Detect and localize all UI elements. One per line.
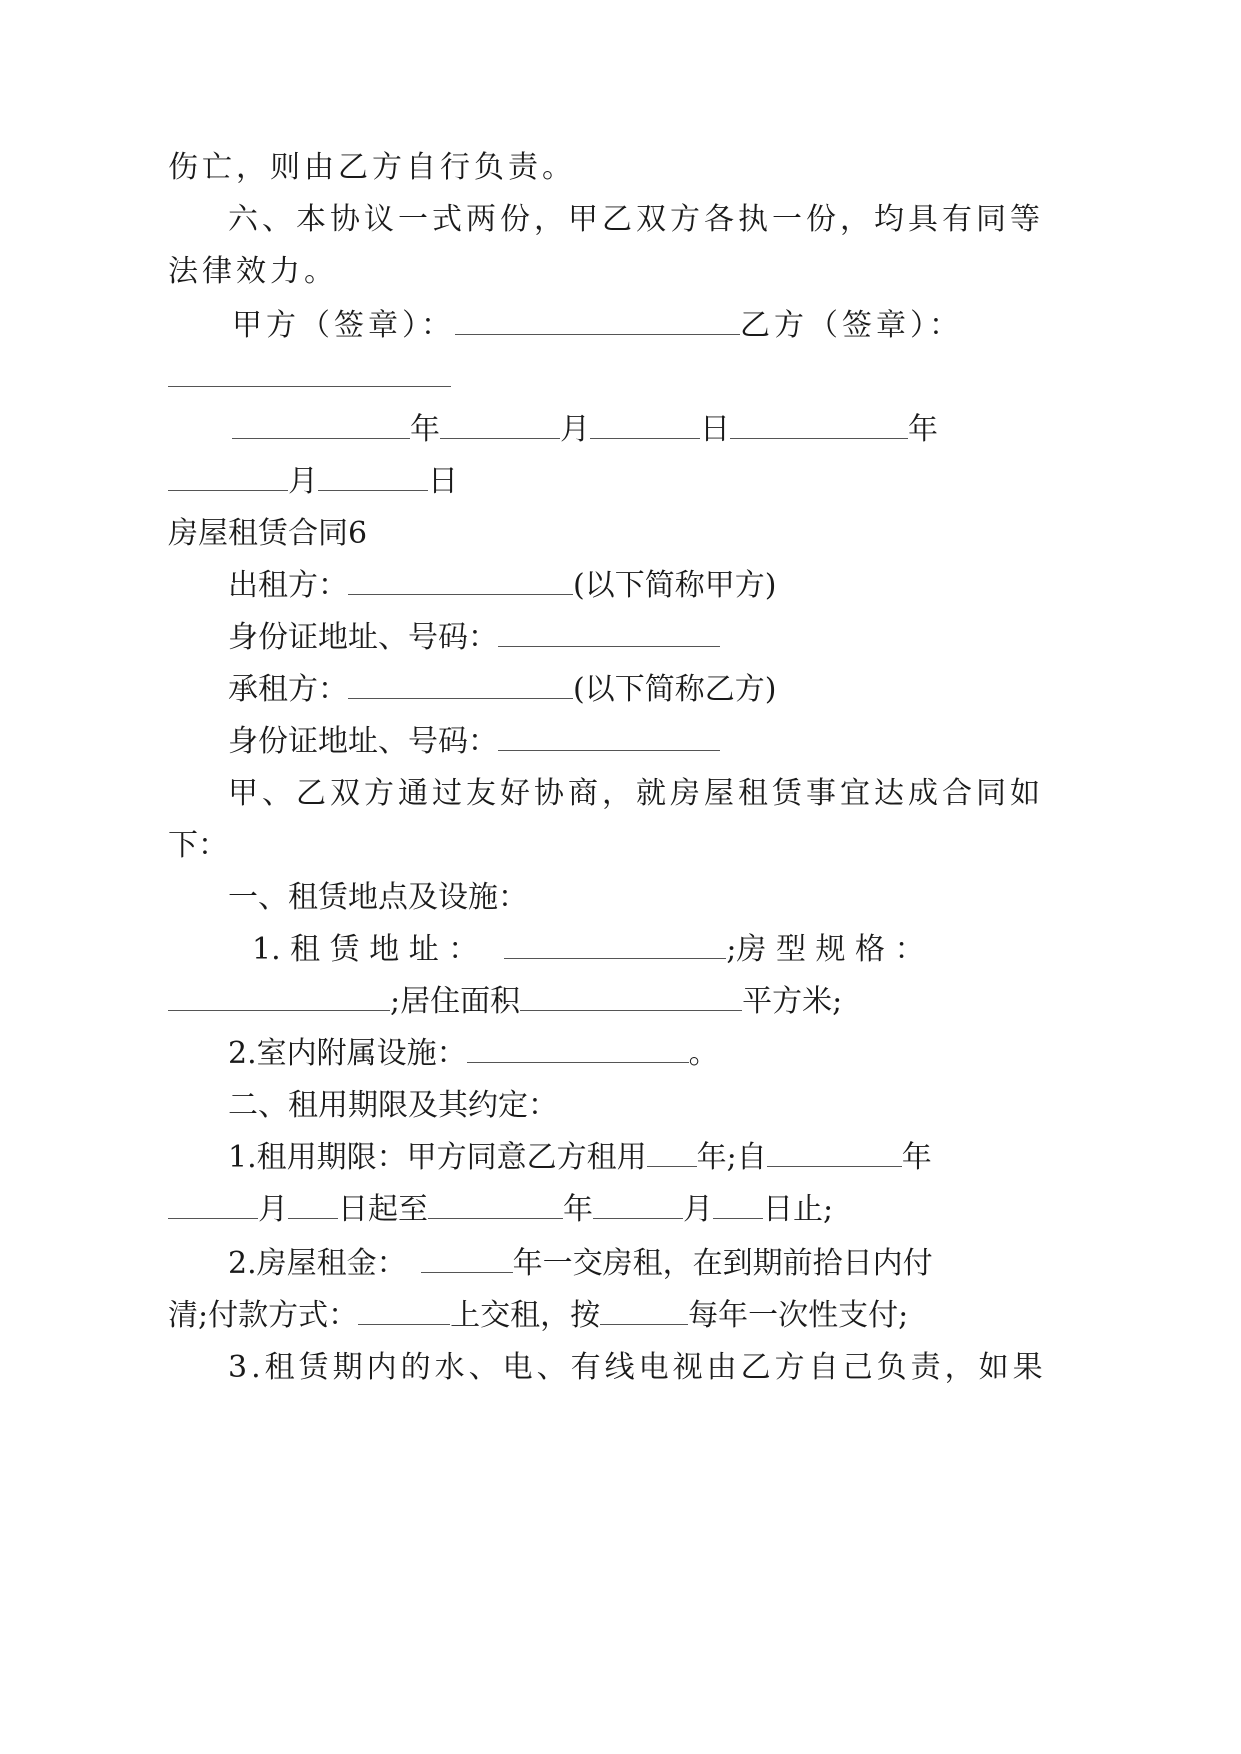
text: 平方米; xyxy=(742,984,843,1019)
id-line xyxy=(228,724,720,760)
intro-line xyxy=(168,828,228,864)
clause-six xyxy=(228,202,1044,238)
address-line xyxy=(168,984,842,1020)
start-month-blank[interactable] xyxy=(168,1192,258,1219)
day-blank[interactable] xyxy=(590,412,700,439)
text: 月 xyxy=(683,1192,713,1227)
text: 月 xyxy=(288,464,318,499)
day-blank[interactable] xyxy=(318,464,428,491)
end-day-blank[interactable] xyxy=(713,1192,763,1219)
address-blank[interactable] xyxy=(504,932,726,959)
party-a-signature-blank[interactable] xyxy=(455,308,740,335)
party-b-signature-blank[interactable] xyxy=(168,360,451,387)
term-line xyxy=(168,1192,833,1228)
text: 六、本协议一式两份，甲乙双方各执一份，均具有同等 xyxy=(228,202,1044,237)
start-year-blank[interactable] xyxy=(767,1140,902,1167)
section-heading xyxy=(228,1088,558,1124)
text: 伤亡，则由乙方自行负责。 xyxy=(168,150,576,185)
facilities-blank[interactable] xyxy=(467,1036,689,1063)
text: 2.室内附属设施： xyxy=(228,1036,467,1071)
text: 法律效力。 xyxy=(168,254,338,289)
text: 身份证地址、号码： xyxy=(228,724,498,759)
signature-line xyxy=(168,360,451,396)
text: 二、租用期限及其约定： xyxy=(228,1088,558,1123)
utilities-line xyxy=(228,1350,1047,1386)
payment-basis-blank[interactable] xyxy=(600,1298,688,1325)
text: 年 xyxy=(410,412,440,447)
lessor-line xyxy=(228,568,776,604)
text: (以下简称乙方) xyxy=(573,672,777,707)
text: 年;自 xyxy=(696,1140,767,1175)
intro-line xyxy=(228,776,1044,812)
rent-line xyxy=(228,1246,933,1282)
term-line xyxy=(228,1140,932,1176)
payment-method-blank[interactable] xyxy=(358,1298,450,1325)
paragraph-line xyxy=(168,150,576,186)
term-years-blank[interactable] xyxy=(647,1140,697,1167)
paragraph-line xyxy=(168,254,338,290)
rent-line xyxy=(168,1298,908,1334)
text: 月 xyxy=(258,1192,288,1227)
date-line xyxy=(232,412,938,448)
text: 2.房屋租金： xyxy=(228,1246,407,1281)
text: 年一交房租，在到期前拾日内付 xyxy=(512,1246,933,1281)
lessee-line xyxy=(228,672,776,708)
address-line xyxy=(252,932,925,968)
text: 清;付款方式： xyxy=(168,1298,359,1333)
section-heading xyxy=(228,880,528,916)
text: 日 xyxy=(700,412,730,447)
month-blank[interactable] xyxy=(440,412,560,439)
text: 年 xyxy=(901,1140,932,1175)
text: 承租方： xyxy=(228,672,348,707)
contract-title xyxy=(168,516,367,552)
id-blank[interactable] xyxy=(498,724,720,751)
year-blank[interactable] xyxy=(730,412,908,439)
text: 甲、乙双方通过友好协商，就房屋租赁事宜达成合同如 xyxy=(228,776,1044,811)
facilities-line xyxy=(228,1036,719,1072)
end-month-blank[interactable] xyxy=(593,1192,683,1219)
text: 下： xyxy=(168,828,228,863)
year-blank[interactable] xyxy=(232,412,410,439)
signature-line xyxy=(232,308,963,344)
text: ;房 型 规 格 ： xyxy=(726,932,925,967)
text: 日止; xyxy=(763,1192,834,1227)
text: 月 xyxy=(560,412,590,447)
text: 1.租用期限：甲方同意乙方租用 xyxy=(228,1140,647,1175)
start-day-blank[interactable] xyxy=(288,1192,338,1219)
end-year-blank[interactable] xyxy=(428,1192,563,1219)
lessor-blank[interactable] xyxy=(348,568,573,595)
text: 房屋租赁合同6 xyxy=(168,516,368,551)
lessee-blank[interactable] xyxy=(348,672,573,699)
text: 出租方： xyxy=(228,568,348,603)
text: 上交租，按 xyxy=(450,1298,601,1333)
party-b-signature-label: 乙方（签章）： xyxy=(740,308,963,343)
id-line xyxy=(228,620,720,656)
text: 一、租赁地点及设施： xyxy=(228,880,528,915)
layout-blank[interactable] xyxy=(168,984,390,1011)
text: 身份证地址、号码： xyxy=(228,620,498,655)
text: 日起至 xyxy=(338,1192,428,1227)
text: 年 xyxy=(908,412,938,447)
text: 3.租赁期内的水、电、有线电视由乙方自己负责，如果 xyxy=(228,1350,1047,1385)
party-a-signature-label: 甲方（签章）： xyxy=(232,308,455,343)
month-blank[interactable] xyxy=(168,464,288,491)
id-blank[interactable] xyxy=(498,620,720,647)
text: 日 xyxy=(428,464,458,499)
text: 每年一次性支付; xyxy=(688,1298,909,1333)
date-line xyxy=(168,464,458,500)
text: 1. 租 赁 地 址 ： xyxy=(252,932,479,967)
rent-period-blank[interactable] xyxy=(421,1246,513,1273)
area-blank[interactable] xyxy=(520,984,742,1011)
text: ;居住面积 xyxy=(390,984,521,1019)
text: (以下简称甲方) xyxy=(573,568,777,603)
text: 。 xyxy=(688,1036,719,1071)
text: 年 xyxy=(563,1192,593,1227)
